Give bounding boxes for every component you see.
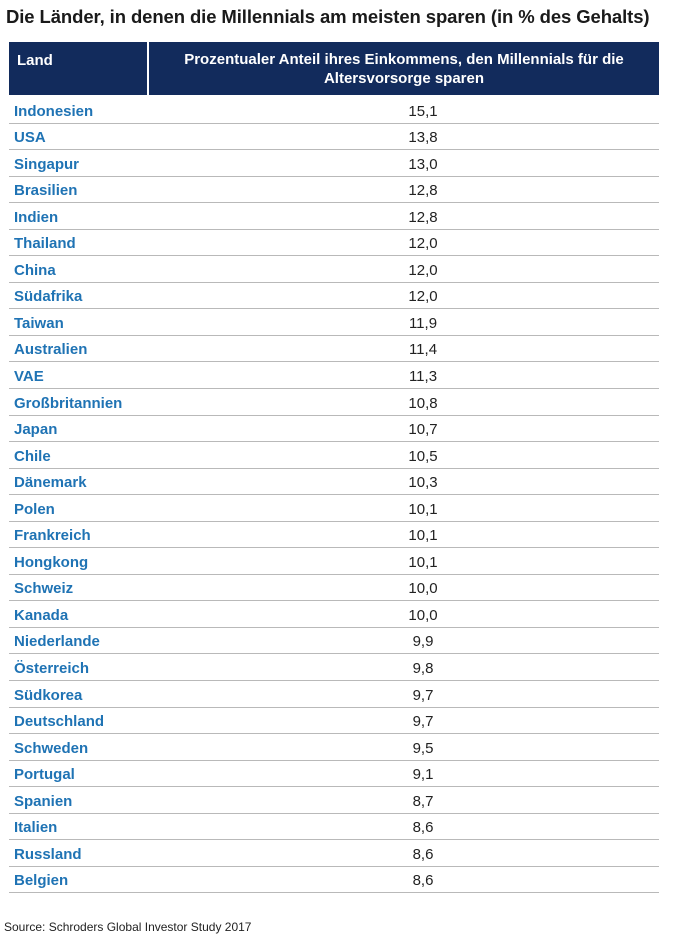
country-cell: Dänemark xyxy=(14,474,87,492)
table-row xyxy=(9,787,659,814)
table-row xyxy=(9,654,659,681)
country-cell: Österreich xyxy=(14,660,90,678)
value-cell: 11,9 xyxy=(408,314,438,332)
value-cell: 10,5 xyxy=(408,447,438,465)
value-cell: 12,8 xyxy=(408,208,438,226)
value-cell: 13,8 xyxy=(408,129,438,147)
value-cell: 8,6 xyxy=(412,845,434,863)
table-row xyxy=(9,389,659,416)
country-cell: Chile xyxy=(14,447,51,465)
value-cell: 9,1 xyxy=(412,766,434,784)
value-cell: 8,7 xyxy=(412,792,434,810)
table-row xyxy=(9,708,659,735)
table-row xyxy=(9,256,659,283)
value-cell: 10,8 xyxy=(408,394,438,412)
table-row xyxy=(9,124,659,151)
table-row xyxy=(9,230,659,257)
value-cell: 9,7 xyxy=(412,686,434,704)
country-cell: Schweiz xyxy=(14,580,74,598)
country-cell: Taiwan xyxy=(14,314,64,332)
table-row xyxy=(9,601,659,628)
table-row xyxy=(9,867,659,894)
header-share: Prozentualer Anteil ihres Einkommens, den Millennials für die Altersvorsorge sparen xyxy=(184,51,624,87)
country-cell: Deutschland xyxy=(14,713,105,731)
value-cell: 10,1 xyxy=(408,500,438,518)
country-cell: Hongkong xyxy=(14,553,89,571)
header-country: Land xyxy=(9,42,149,95)
country-cell: Niederlande xyxy=(14,633,100,651)
chart-title: Die Länder, in denen die Millennials am meisten sparen (in % des Gehalts) xyxy=(6,6,650,27)
country-cell: Indonesien xyxy=(14,102,94,120)
value-cell: 8,6 xyxy=(412,872,434,890)
table-row xyxy=(9,469,659,496)
country-cell: Japan xyxy=(14,421,58,439)
country-cell: Schweden xyxy=(14,739,89,757)
table-row xyxy=(9,840,659,867)
table-row xyxy=(9,150,659,177)
value-cell: 12,0 xyxy=(408,261,438,279)
value-cell: 8,6 xyxy=(412,819,434,837)
value-cell: 10,0 xyxy=(408,580,438,598)
country-cell: Thailand xyxy=(14,235,76,253)
country-cell: Italien xyxy=(14,819,58,837)
value-cell: 12,0 xyxy=(408,288,438,306)
country-cell: Russland xyxy=(14,845,82,863)
table-row xyxy=(9,814,659,841)
country-cell: VAE xyxy=(14,368,44,386)
country-cell: China xyxy=(14,261,56,279)
value-cell: 12,0 xyxy=(408,235,438,253)
value-cell: 10,0 xyxy=(408,606,438,624)
value-cell: 10,7 xyxy=(408,421,438,439)
table-body xyxy=(9,97,659,893)
country-cell: Spanien xyxy=(14,792,73,810)
table-row xyxy=(9,97,659,124)
value-cell: 10,1 xyxy=(408,553,438,571)
country-cell: Portugal xyxy=(14,766,75,784)
savings-table xyxy=(9,42,659,893)
table-row xyxy=(9,575,659,602)
value-cell: 15,1 xyxy=(408,102,438,120)
table-row xyxy=(9,628,659,655)
table-row xyxy=(9,336,659,363)
table-row xyxy=(9,309,659,336)
country-cell: USA xyxy=(14,129,46,147)
table-row xyxy=(9,416,659,443)
table-row xyxy=(9,761,659,788)
value-cell: 13,0 xyxy=(408,155,438,173)
country-cell: Polen xyxy=(14,500,55,518)
value-cell: 11,4 xyxy=(408,341,438,359)
table-row xyxy=(9,442,659,469)
table-row xyxy=(9,681,659,708)
value-cell: 9,9 xyxy=(412,633,434,651)
country-cell: Großbritannien xyxy=(14,394,123,412)
table-header xyxy=(9,42,659,95)
country-cell: Brasilien xyxy=(14,182,78,200)
table-row xyxy=(9,362,659,389)
value-cell: 12,8 xyxy=(408,182,438,200)
table-row xyxy=(9,495,659,522)
country-cell: Belgien xyxy=(14,872,69,890)
value-cell: 9,8 xyxy=(412,660,434,678)
country-cell: Südafrika xyxy=(14,288,83,306)
country-cell: Frankreich xyxy=(14,527,91,545)
table-row xyxy=(9,734,659,761)
table-row xyxy=(9,203,659,230)
table-row xyxy=(9,522,659,549)
source-note: Source: Schroders Global Investor Study 2017 xyxy=(4,920,252,934)
table-row xyxy=(9,283,659,310)
country-cell: Indien xyxy=(14,208,59,226)
table-row xyxy=(9,548,659,575)
value-cell: 9,5 xyxy=(412,739,434,757)
table-row xyxy=(9,177,659,204)
value-cell: 10,1 xyxy=(408,527,438,545)
country-cell: Kanada xyxy=(14,606,69,624)
value-cell: 9,7 xyxy=(412,713,434,731)
value-cell: 11,3 xyxy=(408,368,438,386)
country-cell: Australien xyxy=(14,341,88,359)
value-cell: 10,3 xyxy=(408,474,438,492)
country-cell: Südkorea xyxy=(14,686,83,704)
country-cell: Singapur xyxy=(14,155,80,173)
